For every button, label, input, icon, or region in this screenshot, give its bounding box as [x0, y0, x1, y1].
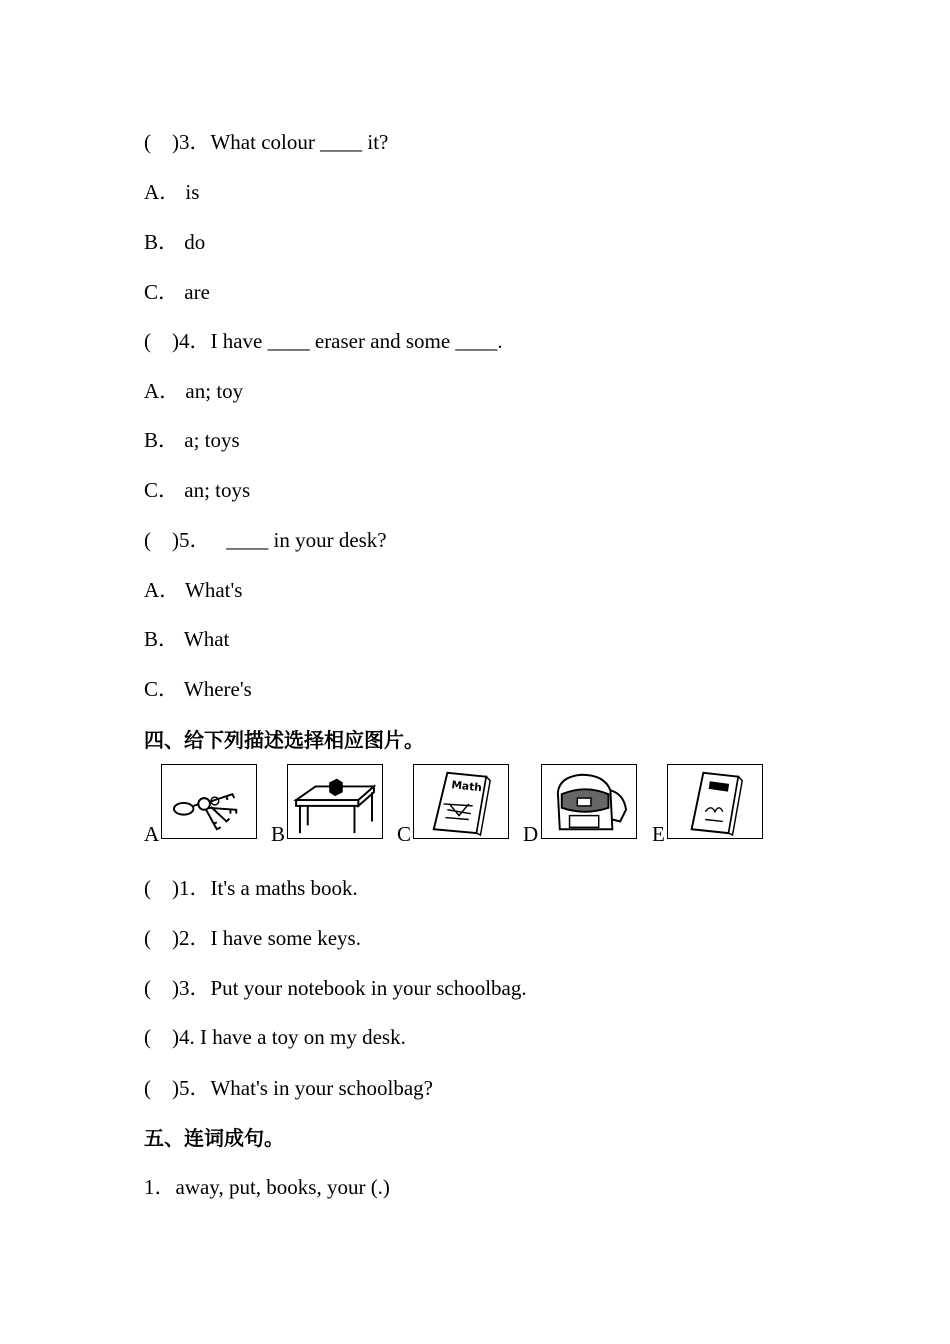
section-4-heading: 四、给下列描述选择相应图片。 — [144, 728, 424, 752]
schoolbag-icon — [541, 764, 637, 839]
picture-label-e: E — [652, 822, 665, 846]
picture-label-c: C — [397, 822, 412, 846]
maths-book-icon — [413, 764, 509, 839]
picture-label-d: D — [523, 822, 539, 846]
notebook-icon — [667, 764, 763, 839]
question-5-option-a: A． What's — [144, 578, 243, 602]
match-item-4: ( )4. I have a toy on my desk. — [144, 1025, 406, 1049]
question-3-stem: ( )3．What colour ____ it? — [144, 130, 389, 154]
sentence-item-1: 1．away, put, books, your (.) — [144, 1175, 390, 1199]
question-5-option-b: B． What — [144, 627, 230, 651]
svg-text:Math: Math — [450, 778, 483, 795]
question-4-stem: ( )4．I have ____ eraser and some ____. — [144, 329, 503, 353]
desk-icon — [287, 764, 383, 839]
picture-label-b: B — [271, 822, 286, 846]
match-item-3: ( )3．Put your notebook in your schoolbag. — [144, 976, 527, 1000]
match-item-2: ( )2．I have some keys. — [144, 926, 361, 950]
keys-icon — [161, 764, 257, 839]
section-5-heading: 五、连词成句。 — [144, 1126, 284, 1150]
question-3-option-b: B． do — [144, 230, 206, 254]
question-3-option-c: C． are — [144, 280, 210, 304]
match-item-5: ( )5．What's in your schoolbag? — [144, 1076, 433, 1100]
question-4-option-c: C． an; toys — [144, 478, 251, 502]
question-3-option-a: A． is — [144, 180, 200, 204]
question-4-option-a: A． an; toy — [144, 379, 244, 403]
picture-label-a: A — [144, 822, 160, 846]
question-4-option-b: B． a; toys — [144, 428, 240, 452]
question-5-option-c: C． Where's — [144, 677, 252, 701]
question-5-stem: ( )5． ____ in your desk? — [144, 528, 387, 552]
match-item-1: ( )1．It's a maths book. — [144, 876, 358, 900]
